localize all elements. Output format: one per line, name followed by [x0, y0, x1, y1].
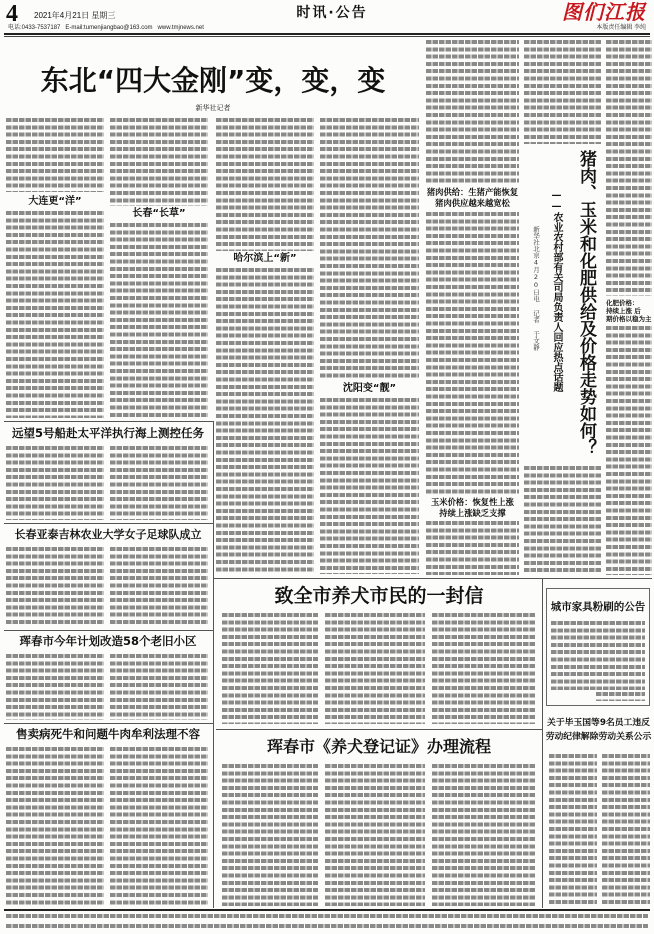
- dismissal-notice-title-line2: 劳动纪律解除劳动关系公示: [545, 732, 652, 742]
- body-text: [6, 747, 104, 905]
- dog-letter-title: 致全市养犬市民的一封信: [274, 585, 484, 607]
- body-text: [325, 613, 425, 724]
- divider: [4, 523, 213, 524]
- body-text: [426, 40, 519, 184]
- body-text: [606, 40, 652, 296]
- brief-headline-yuanwang: 远望5号船赴太平洋执行海上测控任务: [12, 426, 204, 440]
- divider: [216, 729, 542, 730]
- furniture-notice-title: 城市家具粉刷的公告: [550, 601, 646, 613]
- page-number: 4: [6, 1, 18, 27]
- feature-headline: 东北“四大金刚”变，变，变: [40, 64, 386, 97]
- body-text: [216, 118, 314, 251]
- divider: [4, 723, 213, 724]
- body-text: [325, 764, 425, 906]
- masthead-rule: [4, 33, 650, 35]
- qa-subhead-fertilizer-line1: 化肥价格：: [606, 299, 639, 307]
- masthead-rule-thin: [4, 36, 650, 37]
- dismissal-notice-title-line1: 关于毕玉国等9名员工违反: [547, 718, 650, 728]
- qa-byline: 新华社北京4月20日电 记者 于文静: [532, 226, 540, 351]
- footer-text: [6, 914, 648, 919]
- body-text: [110, 446, 208, 520]
- body-text: [606, 326, 652, 575]
- brief-headline-sick-cattle: 售卖病死牛和问题牛肉牟利法理不容: [16, 727, 200, 741]
- body-text: [6, 211, 104, 418]
- qa-subtitle: ——农业农村部有关司局负责人回应热点话题: [551, 190, 562, 392]
- qa-subhead-fertilizer-line2: 持续上涨 后: [606, 307, 641, 315]
- newspaper-logo: 图们江报: [562, 2, 646, 24]
- body-text: [216, 268, 314, 574]
- qa-subhead-pork-line1: 猪肉供给：生猪产能恢复: [426, 187, 519, 197]
- body-text: [320, 398, 419, 574]
- body-text: [222, 764, 318, 906]
- dog-registration-title: 珲春市《养犬登记证》办理流程: [266, 737, 491, 756]
- qa-subhead-fertilizer-line3: 期价格以稳为主: [606, 315, 652, 323]
- feature-subhead-changchun: 长春“长草”: [132, 208, 186, 219]
- qa-title: 猪肉、玉米和化肥供给及价格走势如何？: [576, 150, 596, 456]
- footer-rule: [4, 909, 650, 911]
- body-text: [432, 613, 536, 724]
- body-text: [596, 692, 645, 701]
- contact-phone: 电话:0433-7537187: [8, 25, 61, 31]
- divider: [4, 630, 213, 631]
- body-text: [551, 621, 645, 690]
- body-text: [426, 212, 519, 494]
- qa-subhead-corn-line1: 玉米价格：恢复性上涨: [431, 497, 514, 507]
- body-text: [432, 764, 536, 906]
- issue-date: 2021年4月21日 星期三: [34, 11, 116, 20]
- body-text: [6, 446, 104, 520]
- body-text: [6, 547, 104, 627]
- divider: [542, 578, 543, 908]
- contact-website: www.tmjnews.net: [157, 25, 204, 31]
- body-text: [110, 747, 208, 905]
- contact-line: [8, 25, 204, 32]
- body-text: [6, 118, 104, 192]
- body-text: [110, 118, 208, 206]
- contact-email: E-mail:tumenjiangbao@163.com: [65, 25, 153, 31]
- divider: [213, 421, 214, 908]
- body-text: [6, 654, 104, 720]
- feature-subhead-shenyang: 沈阳变“靓”: [342, 383, 397, 394]
- body-text: [602, 754, 650, 905]
- body-text: [320, 118, 419, 380]
- body-text: [110, 654, 208, 720]
- qa-subhead-pork-line2: 猪肉供应越来越宽松: [435, 198, 510, 208]
- brief-headline-old-communities: 珲春市今年计划改造58个老旧小区: [19, 634, 197, 648]
- footer-text: [6, 924, 648, 929]
- body-text: [524, 40, 601, 144]
- divider: [4, 421, 213, 422]
- divider: [213, 578, 652, 579]
- body-text: [524, 466, 601, 575]
- section-title: 时讯·公告: [296, 5, 368, 21]
- body-text: [222, 613, 318, 724]
- feature-subhead-dalian: 大连更“洋”: [28, 196, 82, 207]
- editor-credit: 本版责任编辑 李纯: [596, 25, 646, 31]
- feature-subhead-harbin: 哈尔滨上“新”: [233, 253, 297, 264]
- body-text: [110, 223, 208, 418]
- feature-byline: 新华社记者: [195, 104, 231, 112]
- body-text: [426, 521, 519, 575]
- brief-headline-football: 长春亚泰吉林农业大学女子足球队成立: [14, 528, 202, 541]
- body-text: [110, 547, 208, 627]
- body-text: [549, 754, 597, 905]
- qa-subhead-corn-line2: 持续上涨缺乏支撑: [439, 508, 506, 518]
